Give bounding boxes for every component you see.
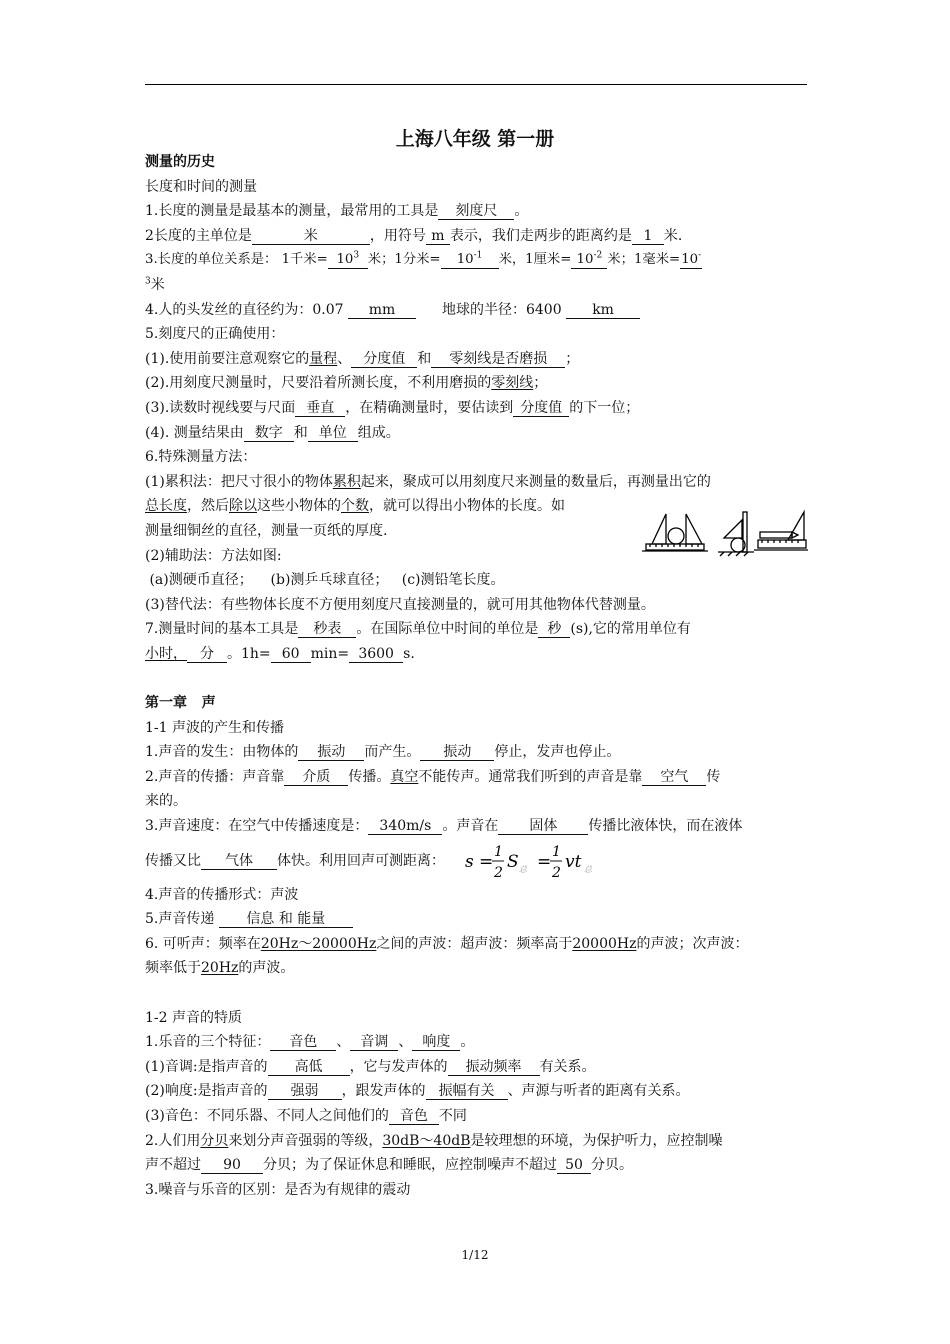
svg-text:2: 2 [552,864,562,881]
item-6: 6.特殊测量方法： [145,449,257,466]
sec2-item-3: (2)响度:是指声音的 强弱 ，跟发声体的 振幅有关 、声源与听者的距离有关系。 [145,1083,690,1100]
answer-blank: 1 [632,228,664,245]
svg-text:2: 2 [494,864,504,881]
answer-blank: 米 [252,228,370,245]
svg-text:1: 1 [552,843,562,860]
ch-item-6-cont: 频率低于20Hz的声波。 [145,960,295,977]
coin-diameter-figure [642,514,708,551]
subheading: 长度和时间的测量 [145,178,257,195]
sec2-item-1: 1.乐音的三个特征： 音色 、 音调 、 响度 。 [145,1034,475,1051]
document-body [145,150,809,1202]
header-rule [145,84,807,85]
page-number: 1/12 [461,1248,489,1262]
sec2-item-5: 2.人们用分贝来划分声音强弱的等级，30dB～40dB是较理想的环境，为保护听力，应控制噪 [145,1132,723,1149]
item-2: 2长度的主单位是 米 ，用符号 m 表示，我们走两步的距离约是 1 米. [145,227,683,244]
page-title: 上海八年级 第一册 [395,128,555,150]
ch-item-5: 5.声音传递 信息 和 能量 [145,907,809,932]
svg-text:1: 1 [494,843,504,860]
item-4: 4.人的头发丝的直径约为：0.07 mm 地球的半径：6400 km [145,298,809,323]
item-3-cont: $^3$米 [145,276,165,293]
item-5: 5.刻度尺的正确使用： [145,326,285,343]
item-5-4: (4). 测量结果由 数字 和 单位 组成。 [145,424,400,441]
pencil-length-figure [754,512,808,550]
section-heading-measurement: 测量的历史 [145,154,215,170]
ch-item-3-cont: 传播又比 气体 体快。利用回声可测距离： s = 1 2 S 总 = 1 2 vt 总 [145,839,809,883]
svg-text:总: 总 [519,864,528,874]
sec2-item-6: 3.噪音与乐音的区别：是否为有规律的震动 [145,1181,411,1198]
svg-text:s: s [465,851,475,872]
answer-blank: m [426,228,450,245]
ch-item-2: 2.声音的传播：声音靠 介质 传播。真空不能传声。通常我们听到的声音是靠 空气 传 [145,768,721,785]
section-1-2: 1-2 声音的特质 [145,1009,242,1026]
svg-text:vt: vt [565,851,582,872]
item-3: 3.长度的单位关系是： 1千米= $10^3$ 米；1分米= $10^{-1}$ 米，1厘米= $10^{-2}$ 米；1毫米=10- [145,250,702,268]
section-1-1: 1-1 声波的产生和传播 [145,719,284,736]
answer-blank: km [566,302,640,319]
ch-item-1: 1.声音的发生：由物体的 振动 而产生。 振动 停止，发声也停止。 [145,744,621,761]
answer-blank: 10- [681,250,702,268]
sec2-item-2: (1)音调:是指声音的 高低 ，它与发声体的 振动频率 有关系。 [145,1058,596,1075]
sec2-item-5-cont: 声不超过 90 分贝；为了保证休息和睡眠，应控制噪声不超过 50 分贝。 [145,1157,633,1174]
item-5-2: (2).用刻度尺测量时，尺要沿着所测长度，不利用磨损的零刻线； [145,375,548,392]
svg-text:S: S [507,851,520,872]
answer-blank: $10^{-2}$ [571,252,607,269]
item-5-3: (3).读数时视线要与尺面 垂直 ，在精确测量时，要估读到 分度值 的下一位； [145,399,640,416]
answer-blank: $10^3$ [328,252,368,269]
svg-text:总: 总 [584,864,593,874]
svg-text:=: = [479,851,494,872]
item-1: 1.长度的测量是最基本的测量，最常用的工具是 刻度尺 。 [145,203,529,220]
item-6-1: (1)累积法：把尺寸很小的物体累积起来，聚成可以用刻度尺来测量的数量后，再测量出它的 [145,473,711,490]
ch-item-4: 4.声音的传播形式：声波 [145,886,299,903]
item-6-2-cases: (a)测硬币直径； (b)测乒乓球直径； (c)测铅笔长度。 [145,572,505,589]
item-7: 7.测量时间的基本工具是 秒表 。在国际单位中时间的单位是 秒 (s),它的常用单位有 [145,621,691,638]
ch-item-2-cont: 来的。 [145,793,187,810]
chapter-heading: 第一章 声 [145,695,216,712]
item-5-1: (1).使用前要注意观察它的量程、 分度值 和 零刻线是否磨损 ； [145,350,580,367]
echo-distance-formula [463,841,613,881]
ch-item-6: 6. 可听声：频率在20Hz～20000Hz之间的声波：超声波：频率高于20000Hz的声波；次声波： [145,935,749,952]
svg-text:=: = [537,851,552,872]
ch-item-3: 3.声音速度：在空气中传播速度是： 340m/s 。声音在 固体 传播比液体快，而在液体 [145,818,743,835]
item-6-3: (3)替代法：有些物体长度不方便用刻度尺直接测量的，就可用其他物体代替测量。 [145,596,655,613]
auxiliary-method-diagram [642,506,808,558]
ball-diameter-figure [718,512,754,556]
sec2-item-4: (3)音色：不同乐器、不同人之间他们的 音色 不同 [145,1107,467,1124]
item-6-1-cont2: 测量细铜丝的直径，测量一页纸的厚度. [145,522,388,539]
item-6-1-cont: 总长度，然后除以这些小物体的个数，就可以得出小物体的长度。如 [145,498,565,515]
item-7-cont: 小时， 分 。1h= 60 min= 3600 s. [145,645,415,662]
item-6-2: (2)辅助法：方法如图: [145,547,282,564]
answer-blank: 刻度尺 [438,203,514,220]
answer-blank: mm [348,302,416,319]
answer-blank: $10^{-1}$ [441,252,499,269]
